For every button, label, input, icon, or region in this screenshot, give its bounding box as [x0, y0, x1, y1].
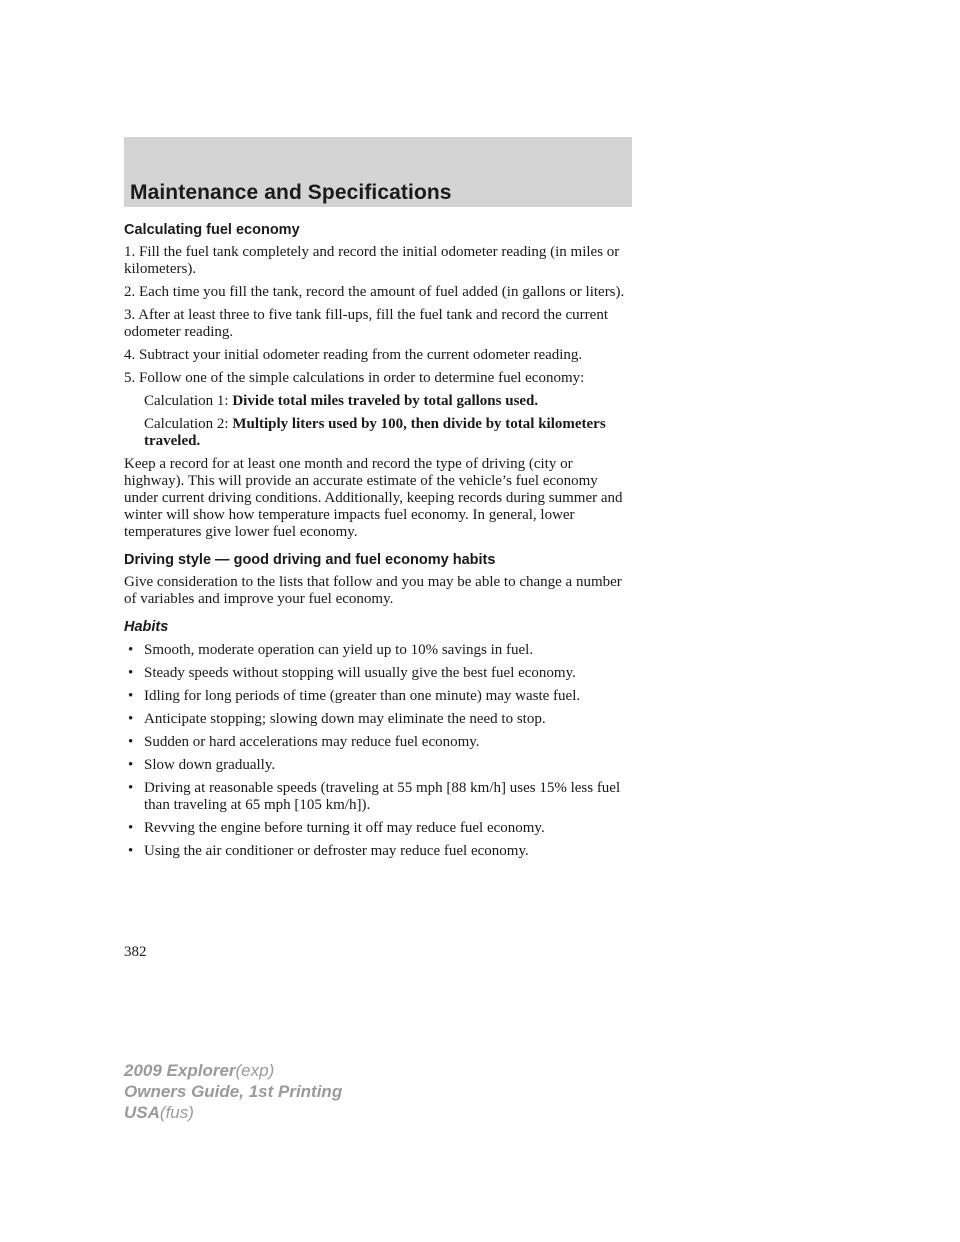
list-item: • Steady speeds without stopping will usually give the best fuel economy.: [124, 665, 634, 682]
calculation-1: [124, 393, 634, 410]
driving-style-paragraph: Give consideration to the lists that follow and you may be able to change a number of variables and improve your fuel economy.: [124, 574, 622, 607]
calculation-2-text: Multiply liters used by 100, then divide by total kilometers traveled.: [144, 416, 606, 449]
calculation-1-label: Calculation 1:: [144, 393, 233, 409]
footer-line-1: [124, 1060, 342, 1081]
list-item: • Using the air conditioner or defroster may reduce fuel economy.: [124, 843, 634, 860]
calc-heading: Calculating fuel economy: [124, 222, 300, 238]
footer-region: USA: [124, 1103, 160, 1122]
record-paragraph: Keep a record for at least one month and record the type of driving (city or highway). This will provide an accurate estimate of the vehicle’s fuel economy under current driving conditions. Additionally, keeping records during summer and winter will show how temperature impacts fuel economy. In general, lower temperatures give lower fuel economy.: [124, 456, 623, 540]
list-item: • Slow down gradually.: [124, 757, 634, 774]
list-item: • Anticipate stopping; slowing down may eliminate the need to stop.: [124, 711, 634, 728]
footer-model: 2009 Explorer: [124, 1061, 236, 1080]
step-3: 3. After at least three to five tank fill-ups, fill the fuel tank and record the current odometer reading.: [124, 307, 608, 340]
list-item: • Smooth, moderate operation can yield up to 10% savings in fuel.: [124, 642, 634, 659]
calculation-2-label: Calculation 2:: [144, 416, 233, 432]
footer-region-code: (fus): [159, 1103, 194, 1122]
driving-style-heading: Driving style — good driving and fuel economy habits: [124, 552, 496, 568]
footer-model-code: (exp): [235, 1061, 275, 1080]
calculation-2: [124, 416, 634, 450]
page-content: [124, 222, 634, 866]
list-item: • Sudden or hard accelerations may reduce fuel economy.: [124, 734, 634, 751]
section-title: Maintenance and Specifications: [130, 181, 452, 204]
section-header-band: [124, 137, 632, 207]
step-1: 1. Fill the fuel tank completely and record the initial odometer reading (in miles or kilometers).: [124, 244, 620, 277]
habits-list: [124, 642, 634, 860]
list-item: • Idling for long periods of time (greater than one minute) may waste fuel.: [124, 688, 634, 705]
list-item: • Driving at reasonable speeds (traveling at 55 mph [88 km/h] uses 15% less fuel than traveling at 65 mph [105 km/h]).: [124, 780, 634, 814]
habits-heading: Habits: [124, 619, 169, 635]
calculation-1-text: Divide total miles traveled by total gallons used.: [232, 393, 539, 409]
print-footer: [124, 1060, 342, 1123]
list-item: • Revving the engine before turning it off may reduce fuel economy.: [124, 820, 634, 837]
step-2: 2. Each time you fill the tank, record the amount of fuel added (in gallons or liters).: [124, 284, 625, 300]
step-5: 5. Follow one of the simple calculations in order to determine fuel economy:: [124, 370, 585, 386]
page-number: 382: [124, 944, 147, 960]
footer-line-3: [124, 1102, 342, 1123]
step-4: 4. Subtract your initial odometer reading from the current odometer reading.: [124, 347, 583, 363]
footer-line-2: Owners Guide, 1st Printing: [124, 1082, 343, 1101]
